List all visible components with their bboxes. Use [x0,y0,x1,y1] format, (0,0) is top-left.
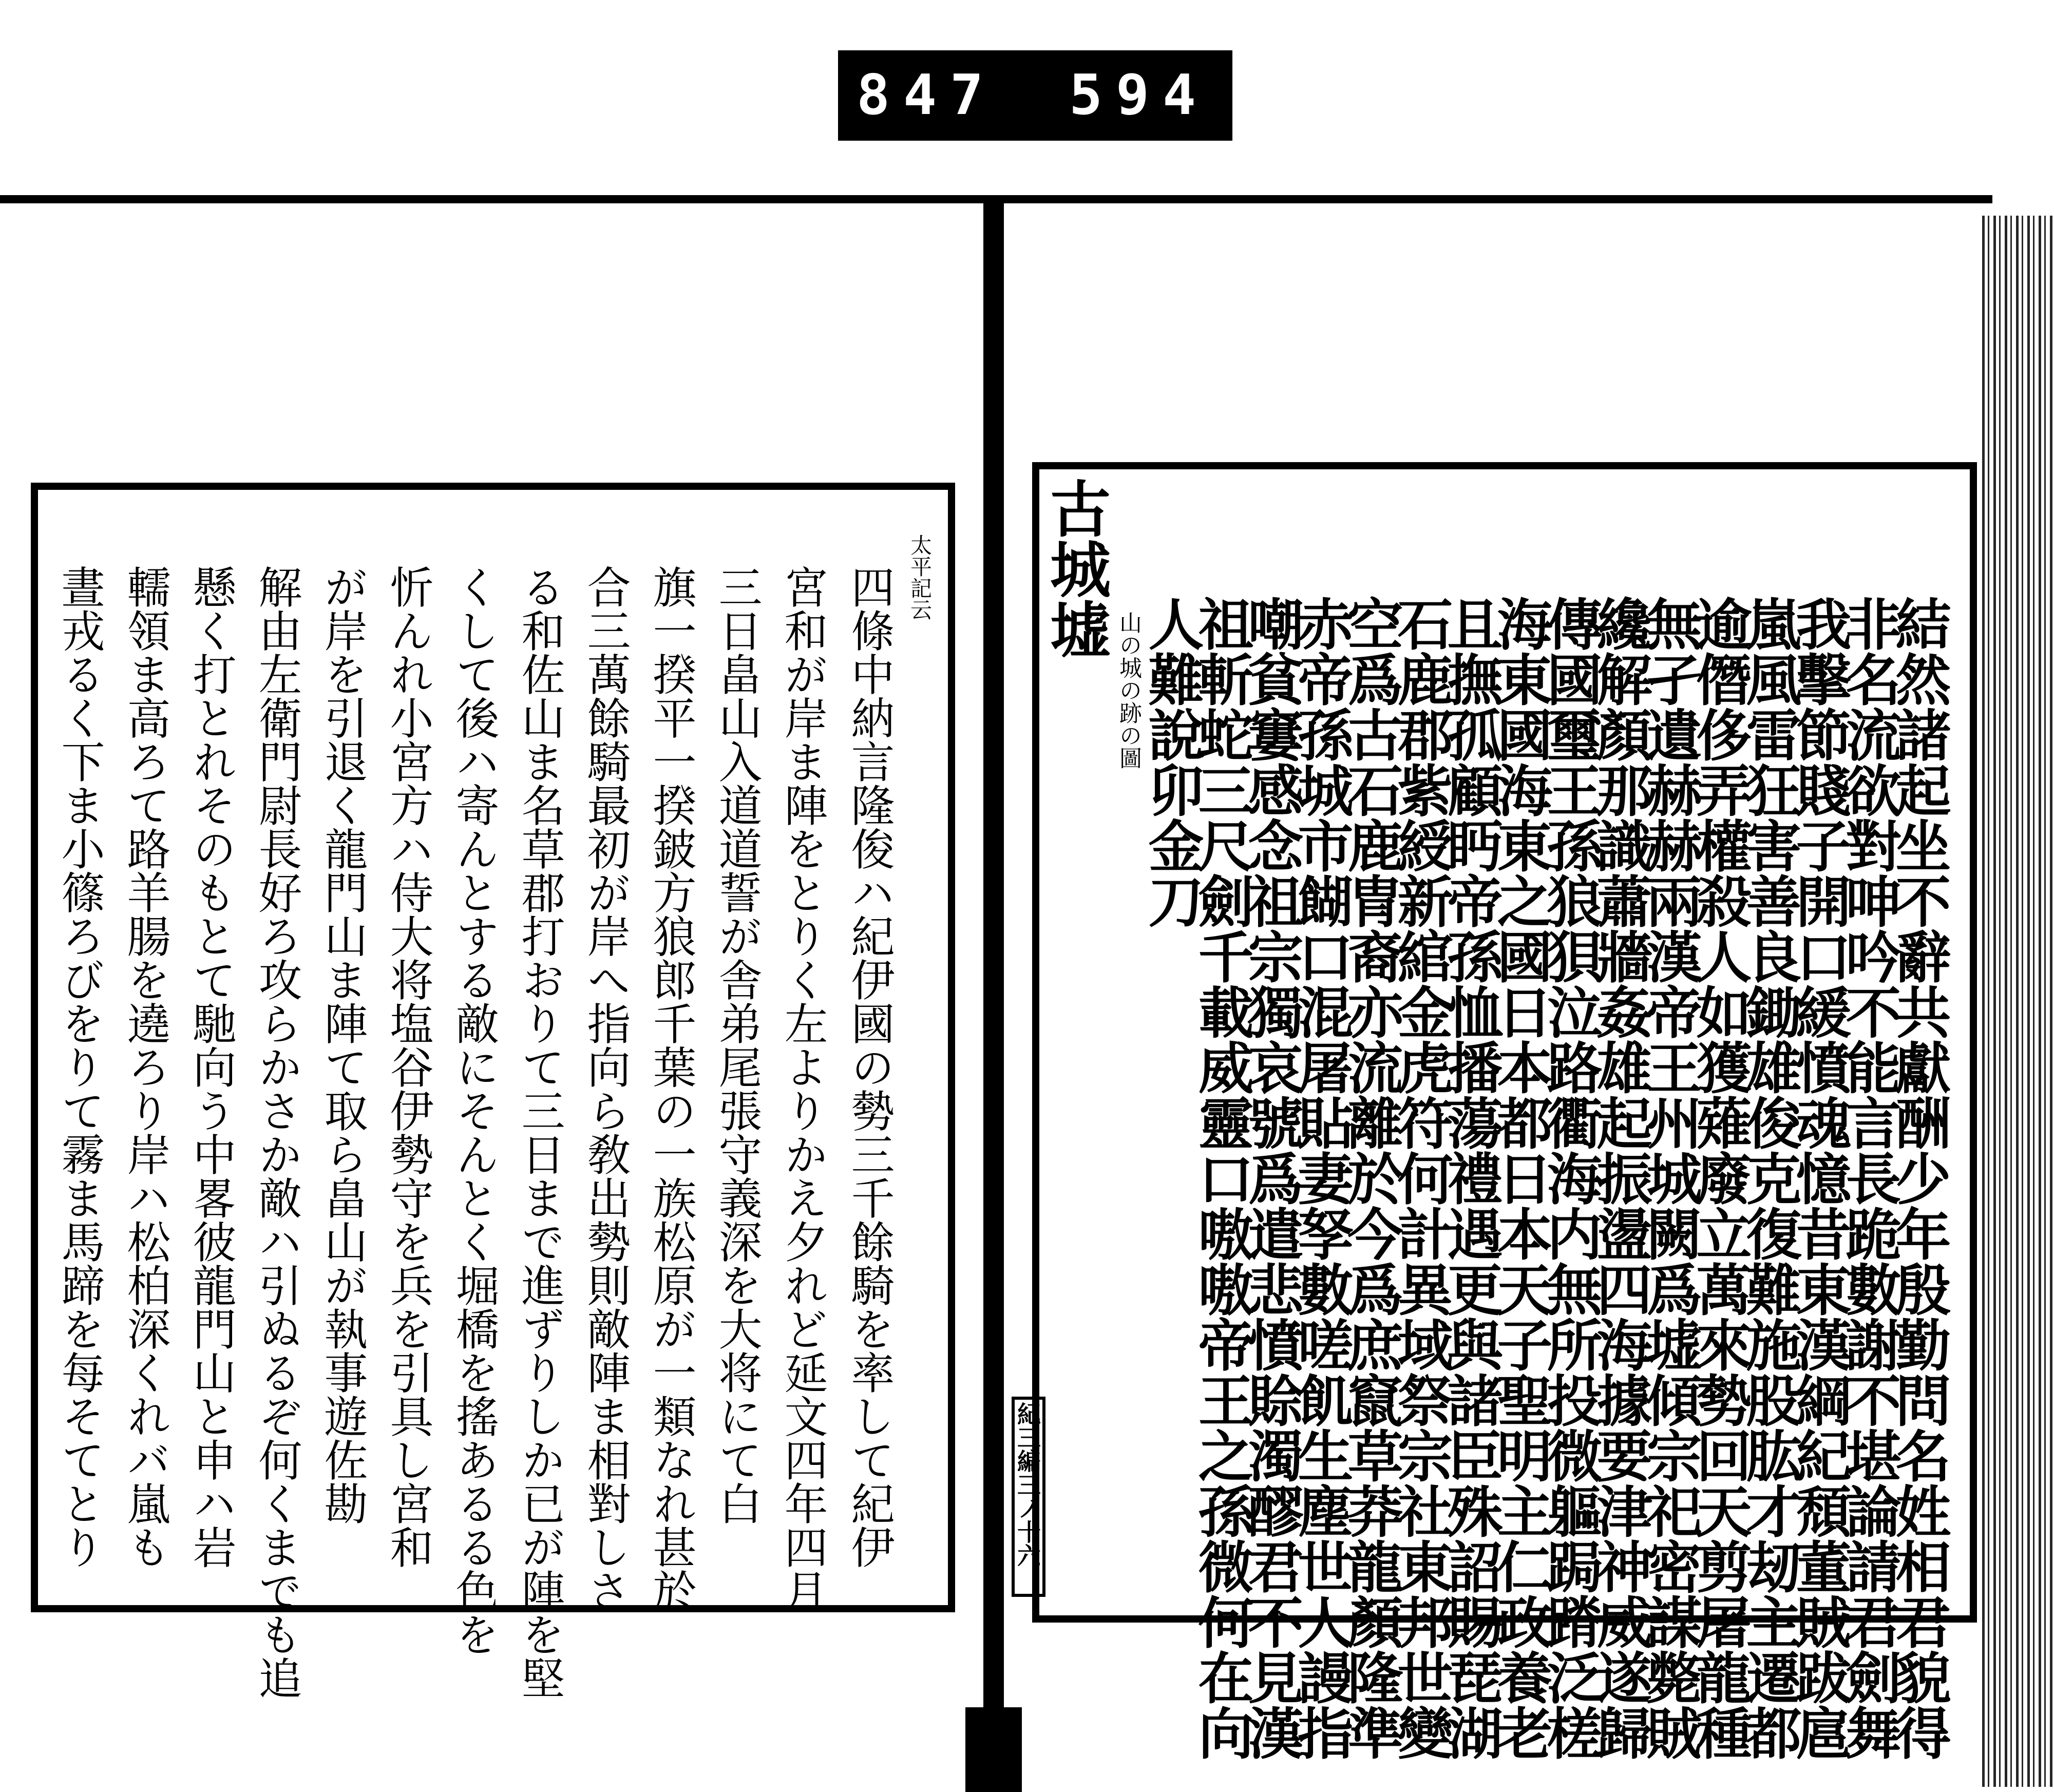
right-text-column: 且撫孤顧眄帝孫恤播蕩禮遇更與諸臣殊詔賜琵湖 [1438,596,1503,1760]
top-rule-right [1001,195,1992,203]
right-text-column: 石鹿郡紫綬新綰金虎符何計異域祭宗社東邦世變 [1388,596,1453,1760]
right-text-column: 海東國海東之國日本都日本天子聖明主仁政養老 [1488,596,1552,1760]
right-text-column: 人難說卯金刀 [1139,596,1204,928]
left-text-column: 三日畠山入道道誓が舎弟尾張守義深を大将にて白 [711,565,762,1525]
right-text-column: 嘲貧窶感念祖宗獨哀號爲遣悲憤賒濁醪君不見漢 [1239,596,1303,1760]
poem-title: 古城墟 [1040,478,1111,659]
right-text-column: 傳國璽王孫狼狽泣路衢海内無所投微軀跼蹐泛槎 [1537,596,1602,1760]
left-text-column: くして後ハ寄んとする敵にそんとく堀橋を搖あるる色を [448,565,499,1656]
right-text-column: 我擊節賤子開口緩憤魂憶昔東漢綱紀頹董賊跋扈 [1786,596,1851,1760]
catalog-number-left: 847 [857,63,997,127]
poem-title-note: 山の城の跡の圖 [1115,611,1142,769]
right-text-column: 赤帝孫城市餬口混屠貼妻孥數嗟飢生塵世人謾指 [1288,596,1353,1760]
page-edges [1982,216,2054,1787]
left-text-column: 旗一揆平一揆鈹方狼郎千葉の一族松原が一類なれ甚於 [645,565,696,1612]
left-text-column: 忻んれ小宮方ハ侍大将塩谷伊勢守を兵を引具し宮和 [383,565,433,1569]
catalog-number-label [838,50,1232,141]
folio-label: 紀三編三ノ十六 [1014,1402,1041,1567]
left-text-column: 合三萬餘騎最初が岸へ指向ら敎出勢則敵陣ま相對しさ [580,565,631,1612]
gutter-shadow [965,1707,1022,1792]
left-text-column: 四條中納言隆俊ハ紀伊國の勢三千餘騎を率して紀伊 [844,565,895,1569]
right-text-column: 結然諸起坐不辭共獻酬少年殷勤問名姓相君貌得 [1886,596,1951,1760]
left-text-column: 晝戎るく下ま小篠ろびをりて霧ま馬蹄を每そてとり [54,565,105,1569]
right-text-column: 空爲古石鹿冑裔亦流離於今爲庶竄草莽龍顏隆準 [1338,596,1403,1760]
right-text-column: 無孑遺赫赫兩漢帝王州城闕爲墟傾宗祀密謀斃賊 [1637,596,1702,1760]
catalog-number-right: 594 [1069,63,1210,127]
left-text-column: が岸を引退く龍門山ま陣て取ら畠山が執事遊佐勘 [317,565,368,1525]
left-text-column: る和佐山ま名草郡打おりて三日まで進ずりしか已が陣を堅 [514,565,565,1700]
left-text-column: 轜領ま高ろて路羊腸を遶ろり岸ハ松柏深くれバ嵐も [120,565,170,1569]
left-text-column: 宮和が岸ま陣をとりく左よりかえ夕れど延文四年四月 [777,565,828,1612]
right-text-column: 非名流欲對呻吟不能言長跪數謝不堪論請君劍舞 [1836,596,1901,1760]
book-gutter [983,195,1004,1792]
right-text-column: 纔解顏那識蕭牆姦雄起振盪四海據要津神威遂歸 [1587,596,1652,1760]
left-text-column: 解由左衛門尉長好ろ攻らかさか敵ハ引ぬるぞ何くまでも追 [251,565,302,1700]
left-text-column: 懸く打とれそのもとて馳向う中畧彼龍門山と申ハ岩 [185,565,236,1569]
source-label: 太平記云 [907,534,933,620]
top-rule-left [0,195,986,203]
right-text-column: 逾僭侈弄權殺人如獲薙廢立萬來勢回天剪屠龍種 [1687,596,1752,1760]
right-text-column: 嵐風雷狂害善良鋤雄俊克復難施股肱才刼主遷都 [1737,596,1801,1760]
right-text-column: 祖斬蛇三尺劍千載威靈口嗷嗷帝王之孫微何在向 [1189,596,1253,1760]
